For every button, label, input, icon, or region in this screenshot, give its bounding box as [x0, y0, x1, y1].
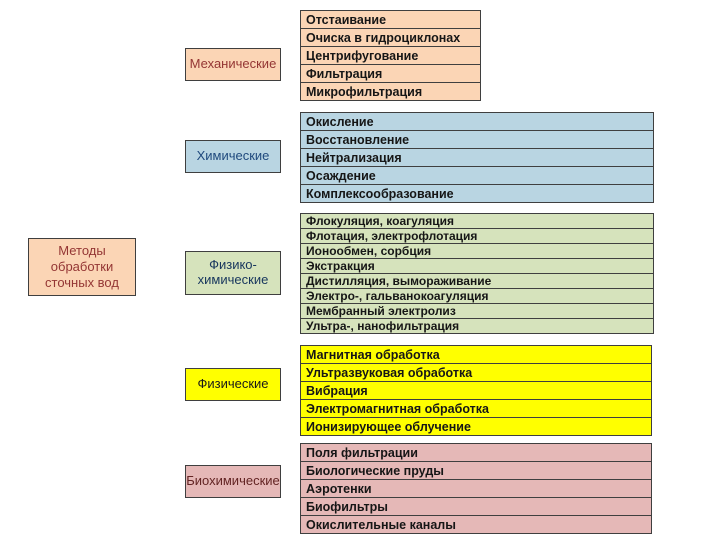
- list-item: Окислительные каналы: [300, 515, 652, 534]
- items-list-mechanical: [300, 10, 481, 101]
- list-item: Ионизирующее облучение: [300, 417, 652, 436]
- items-list-chemical: [300, 112, 654, 203]
- category-label: Биохимические: [186, 473, 280, 489]
- list-item: Вибрация: [300, 381, 652, 400]
- list-item: Очиска в гидроциклонах: [300, 28, 481, 47]
- list-item: Комплексообразование: [300, 184, 654, 203]
- category-box-mechanical: [185, 48, 281, 81]
- list-item: Мембранный электролиз: [300, 303, 654, 319]
- category-label: Механические: [189, 56, 277, 72]
- list-item: Фильтрация: [300, 64, 481, 83]
- items-list-physicochemical: [300, 213, 654, 334]
- list-item: Биологические пруды: [300, 461, 652, 480]
- list-item: Электромагнитная обработка: [300, 399, 652, 418]
- list-item: Магнитная обработка: [300, 345, 652, 364]
- items-list-physical: [300, 345, 652, 436]
- category-box-chemical: [185, 140, 281, 173]
- list-item: Флокуляция, коагуляция: [300, 213, 654, 229]
- category-box-biochemical: [185, 465, 281, 498]
- category-label: Физико-химические: [197, 257, 269, 287]
- category-label: Физические: [197, 376, 269, 392]
- list-item: Ультразвуковая обработка: [300, 363, 652, 382]
- list-item: Восстановление: [300, 130, 654, 149]
- list-item: Ультра-, нанофильтрация: [300, 318, 654, 334]
- root-node-methods: [28, 238, 136, 296]
- list-item: Поля фильтрации: [300, 443, 652, 462]
- list-item: Микрофильтрация: [300, 82, 481, 101]
- category-label: Химические: [196, 148, 270, 164]
- list-item: Осаждение: [300, 166, 654, 185]
- list-item: Ионообмен, сорбция: [300, 243, 654, 259]
- list-item: Флотация, электрофлотация: [300, 228, 654, 244]
- list-item: Аэротенки: [300, 479, 652, 498]
- category-box-physical: [185, 368, 281, 401]
- list-item: Нейтрализация: [300, 148, 654, 167]
- list-item: Биофильтры: [300, 497, 652, 516]
- list-item: Отстаивание: [300, 10, 481, 29]
- list-item: Электро-, гальванокоагуляция: [300, 288, 654, 304]
- list-item: Дистилляция, вымораживание: [300, 273, 654, 289]
- list-item: Окисление: [300, 112, 654, 131]
- root-node-label: Методы обработки сточных вод: [45, 242, 119, 291]
- items-list-biochemical: [300, 443, 652, 534]
- list-item: Экстракция: [300, 258, 654, 274]
- list-item: Центрифугование: [300, 46, 481, 65]
- category-box-physicochemical: [185, 251, 281, 295]
